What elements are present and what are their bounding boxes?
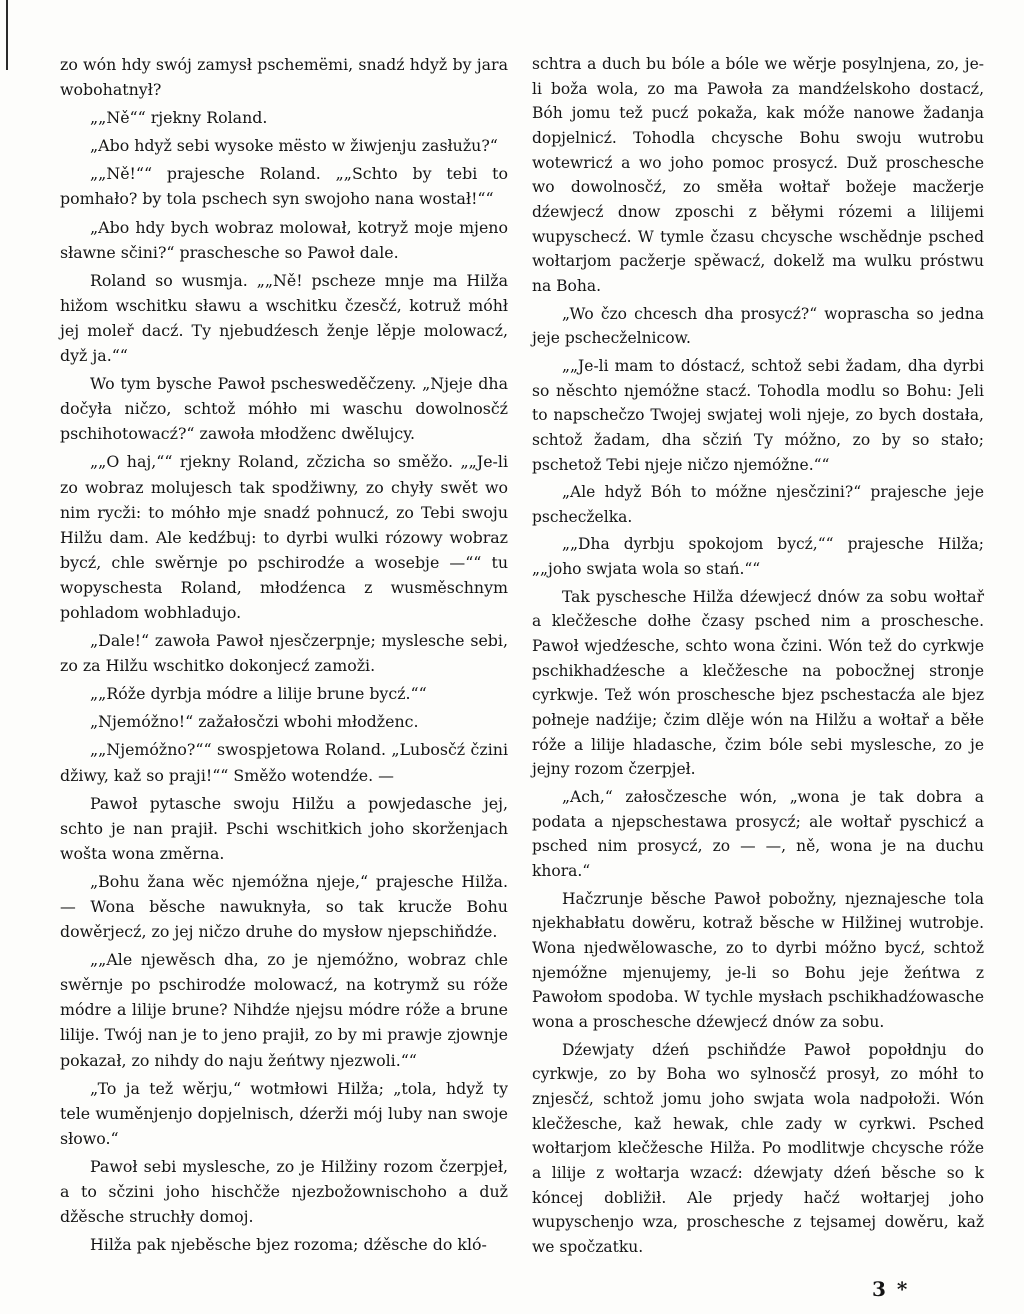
paragraph: „Ach,“ załosčzesche wón, „wona je tak dobra a podata a njepschestawa prosycź; ale wołtař pyschicź a psched nim prosycź, zo — —, ně, wona je na duchu khora.“	[532, 788, 984, 880]
paragraph: „Ale hdyž Bóh to móžne njesčzini?“ prajesche jeje pschecželka.	[532, 483, 984, 526]
paragraph: Wo tym bysche Pawoł pschesweděčzeny. „Njeje dha dočyła ničzo, schtož móhło mi waschu dowolnosčź pschihotowacź?“ zawoła młodženc dwělujcy.	[60, 374, 508, 444]
right-column	[532, 52, 984, 1263]
paragraph: „Dale!“ zawoła Pawoł njesčzerpnje; myslesche sebi, zo za Hilžu wschitko dokonjecź zamoži.	[60, 631, 508, 676]
paragraph: „„Njemóžno?““ swospjetowa Roland. „Lubosčź čzini džiwy, kaž so praji!““ Směžo wotendźe. —	[60, 740, 508, 785]
paragraph: zo wón hdy swój zamysł pschemëmi, snadź hdyž by jara wobohatnył?	[60, 55, 508, 100]
paragraph: „„Je-li mam to dóstacź, schtož sebi žadam, dha dyrbi so něschto njemóžne stacź. Tohodla modlu so Bohu: Jeli to napschečzo Twojej swjatej woli njeje, zo bych dostała, schtož žadam, dha sčziń Ty móžno, zo by so stało; pschetož Tebi njeje ničzo njemóžne.““	[532, 356, 984, 474]
paragraph: „„Dha dyrbju spokojom bycź,““ prajesche Hilža; „„joho swjata wola so stań.““	[532, 535, 984, 579]
paragraph: „„O haj,““ rjekny Roland, zčzicha so směžo. „„Je-li zo wobraz molujesch tak spodžiwny, zo chyły swět wo nim rycži: to móhło mje snadź pohnucź, zo Tebi swoju Hilžu dam. Ale kedźbuj: to dyrbi wulki rózowy wobraz bycź, chle swěrnje po pschirodźe a wosebje —““ tu wopyschesta Roland, młodźenca z wusměschnym pohladom wobhladujo.	[60, 452, 508, 622]
paragraph: schtra a duch bu bóle a bóle we wěrje posylnjena, zo, je-li boža wola, zo ma Pawoła za mandźelskoho dostacź, Bóh jomu tež pucź pokaža, kak móže nanowe žadanja dopjelnicź. Tohodla chcysche Bohu swoju wutrobu wotewricź a wo joho pomoc prosycź. Duž proschesche wo dowolnosčź, zo směła wołtař božeje macžerje dźewjecź dnow zposchi z běłymi rózemi a lilijemi wupyschecź. W tymle čzasu chcysche wschědnje psched wołtarjom pacžerje spěwacź, dokelž ma wulku próstwu na Boha.	[532, 55, 984, 295]
paragraph: Pawoł pytasche swoju Hilžu a powjedasche jej, schto je nan prajił. Pschi wschitkich joho skorženjach wošta wona změrna.	[60, 793, 508, 863]
page-edge-mark	[6, 0, 8, 70]
paragraph: Pawoł sebi myslesche, zo je Hilžiny rozom čzerpjeł, a to sčzini joho hischčže njezbožownischoho a duž džěsche struchły domoj.	[60, 1156, 508, 1227]
paragraph: „„Ně““ rjekny Roland.	[90, 108, 268, 128]
paragraph: Dźewjaty dźeń pschiňdźe Pawoł popołdnju do cyrkwje, zo by Boha wo sylnosčź prosył, zo móhł to znjesčź, schtož jomu joho swjata wola nadpołoži. Wón klečžesche, kaž hewak, chle zady w cyrkwi. Psched wołtarjom klečžesche Hilža. Po modlitwje chcysche róže a lilije z wołtarja wzacź: dźewjaty dźeń běsche so k kóncej dobližił. Ale prjedy hačź wołtarjej joho wupyschenjo wza, proschesche z tejsamej dowěru, kaž we spočzatku.	[532, 1040, 984, 1256]
paragraph: „„Ně!““ prajesche Roland. „„Schto by tebi to pomhało? by tola pschech syn swojoho nana wostał!““	[60, 164, 508, 209]
paragraph: „To ja tež wěrju,“ wotmłowi Hilža; „tola, hdyž ty tele wuměnjenjo dopjelnisch, dźerži mój luby nan swoje słowo.“	[60, 1078, 508, 1148]
left-column	[60, 52, 508, 1260]
paragraph: „Abo hdyž sebi wysoke mësto w žiwjenju zasłužu?“	[90, 136, 498, 156]
paragraph: „Njemóžno!“ zažałosčzi wbohi młodženc.	[90, 712, 419, 732]
paragraph: „„Róže dyrbja módre a lilije brune bycź.““	[90, 684, 427, 704]
paragraph: „Wo čzo chcesch dha prosycź?“ woprascha so jedna jeje pschecželnicow.	[532, 304, 984, 348]
paragraph: Roland so wusmja. „„Ně! pscheze mnje ma Hilža hižom wschitku sławu a wschitku čzesčź, kotruž móhł jej moleř dacź. Ty njebudźesch ženje lěpje molowacź, dyž ja.““	[60, 270, 508, 366]
paragraph: „Bohu žana wěc njemóžna njeje,“ prajesche Hilža. — Wona běsche nawuknyła, so tak krucže Bohu dowěrjecź, zo jej ničzo druhe do mysłow njepschiňdźe.	[60, 871, 508, 942]
page-number: 3 *	[872, 1277, 910, 1301]
paragraph: Hilža pak njeběsche bjez rozoma; dźěsche do kló-	[90, 1235, 487, 1255]
paragraph: Tak pyschesche Hilža dźewjecź dnów za sobu wołtař a klečžesche dołhe čzasy psched nim a proschesche. Pawoł wjedźesche, schto wona čzini. Wón tež do cyrkwje pschikhadźesche a klečžesche na pobocžnej stronje cyrkwje. Tež wón proschesche bjez pschestacźa ale bjez połneje nadźije; čzim dlěje wón na Hilžu a wołtař a běłe róže a lilije hladasche, čzim bóle sebi myslesche, zo je jejny rozom čzerpjeł.	[532, 587, 984, 779]
paragraph: Hačzrunje běsche Pawoł pobožny, njeznajesche tola njekhabłatu dowěru, kotraž běsche w Hilžinej wutrobje. Wona njedwělowasche, zo to dyrbi móžno bycź, schtož njemóžne mjenujemy, je-li so Bohu jeje žeńtwa z Pawołom spodoba. W tychle mysłach pschikhadźowasche wona a proschesche dźewjecź dnów za sobu.	[532, 889, 984, 1031]
paragraph: „Abo hdy bych wobraz molował, kotryž moje mjeno sławne sčini?“ praschesche so Pawoł dale.	[60, 217, 508, 262]
paragraph: „„Ale njewěsch dha, zo je njemóžno, wobraz chle swěrnje po pschirodźe molowacź, na kotrymž su róže módre a lilije brune? Nihdźe njejsu módre róže a brune lilije. Twój nan je to jeno prajił, zo by mi prawje zjownje pokazał, zo nihdy do naju žeńtwy njezwoli.““	[60, 950, 508, 1070]
